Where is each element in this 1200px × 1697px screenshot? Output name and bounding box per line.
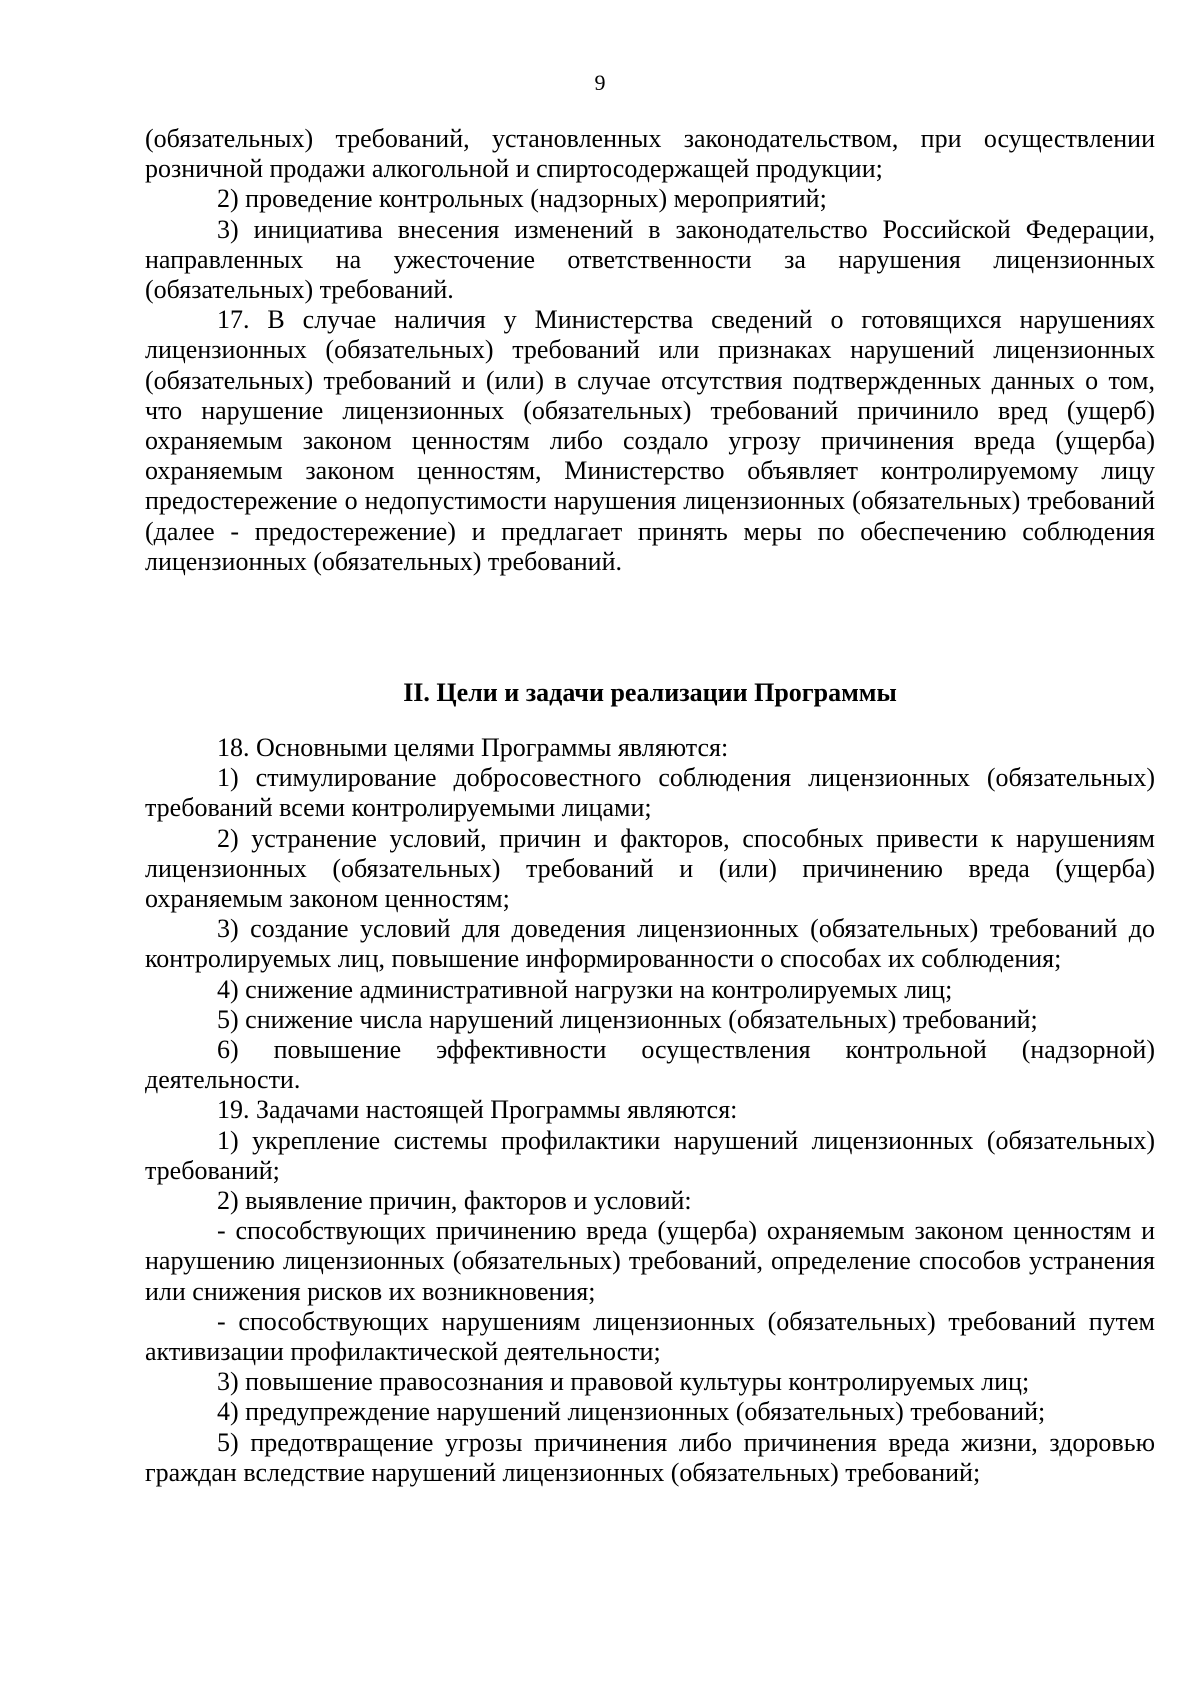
paragraph: 6) повышение эффективности осуществления контрольной (надзорной) деятельности. — [145, 1035, 1155, 1095]
paragraph: 3) инициатива внесения изменений в законодательство Российской Федерации, направленных на ужесточение ответственности за нарушения лицензионных (обязательных) требований. — [145, 214, 1155, 305]
paragraph: 3) создание условий для доведения лицензионных (обязательных) требований до контролируемых лиц, повышение информированности о способах их соблюдения; — [145, 914, 1155, 974]
paragraph: 1) укрепление системы профилактики нарушений лицензионных (обязательных) требований; — [145, 1125, 1155, 1185]
paragraph: 18. Основными целями Программы являются: — [217, 733, 729, 762]
paragraph: 19. Задачами настоящей Программы являются: — [217, 1095, 738, 1125]
paragraph: 5) предотвращение угрозы причинения либо причинения вреда жизни, здоровью граждан вследствие нарушений лицензионных (обязательных) требований; — [145, 1427, 1155, 1487]
paragraph: 17. В случае наличия у Министерства сведений о готовящихся нарушениях лицензионных (обязательных) требований или признаках нарушений лицензионных (обязательных) требований и (или) в случае отсутствия подтвержденных данных о том, что нарушение лицензионных (обязательных) требований причинило вред (ущерб) охраняемым законом ценностям либо создало угрозу причинения вреда (ущерба) охраняемым законом ценностям, Министерство объявляет контролируемому лицу предостережение о недопустимости нарушения лицензионных (обязательных) требований (далее - предостережение) и предлагает принять меры по обеспечению соблюдения лицензионных (обязательных) требований. — [145, 305, 1155, 576]
section-heading: II. Цели и задачи реализации Программы — [403, 678, 897, 707]
paragraph: 1) стимулирование добросовестного соблюдения лицензионных (обязательных) требований всеми контролируемыми лицами; — [145, 763, 1155, 823]
paragraph: 2) проведение контрольных (надзорных) мероприятий; — [217, 184, 827, 214]
paragraph: - способствующих нарушениям лицензионных (обязательных) требований путем активизации профилактической деятельности; — [145, 1306, 1155, 1367]
paragraph: 4) предупреждение нарушений лицензионных (обязательных) требований; — [217, 1397, 1046, 1427]
page-number: 9 — [594, 70, 606, 95]
paragraph: 2) выявление причин, факторов и условий: — [217, 1186, 692, 1216]
paragraph: (обязательных) требований, установленных законодательством, при осуществлении розничной продажи алкогольной и спиртосодержащей продукции; — [145, 124, 1155, 184]
body-after-heading — [145, 733, 1155, 1488]
paragraph: 4) снижение административной нагрузки на контролируемых лиц; — [217, 974, 953, 1004]
paragraph: 2) устранение условий, причин и факторов, способных привести к нарушениям лицензионных (обязательных) требований и (или) причинению вреда (ущерба) охраняемым законом ценностям; — [145, 823, 1155, 914]
body-before-heading — [145, 124, 1155, 577]
paragraph: - способствующих причинению вреда (ущерба) охраняемым законом ценностям и нарушению лицензионных (обязательных) требований, определение способов устранения или снижения рисков их возникновения; — [145, 1216, 1155, 1306]
paragraph: 3) повышение правосознания и правовой культуры контролируемых лиц; — [217, 1367, 1030, 1397]
paragraph: 5) снижение числа нарушений лицензионных (обязательных) требований; — [217, 1004, 1038, 1034]
